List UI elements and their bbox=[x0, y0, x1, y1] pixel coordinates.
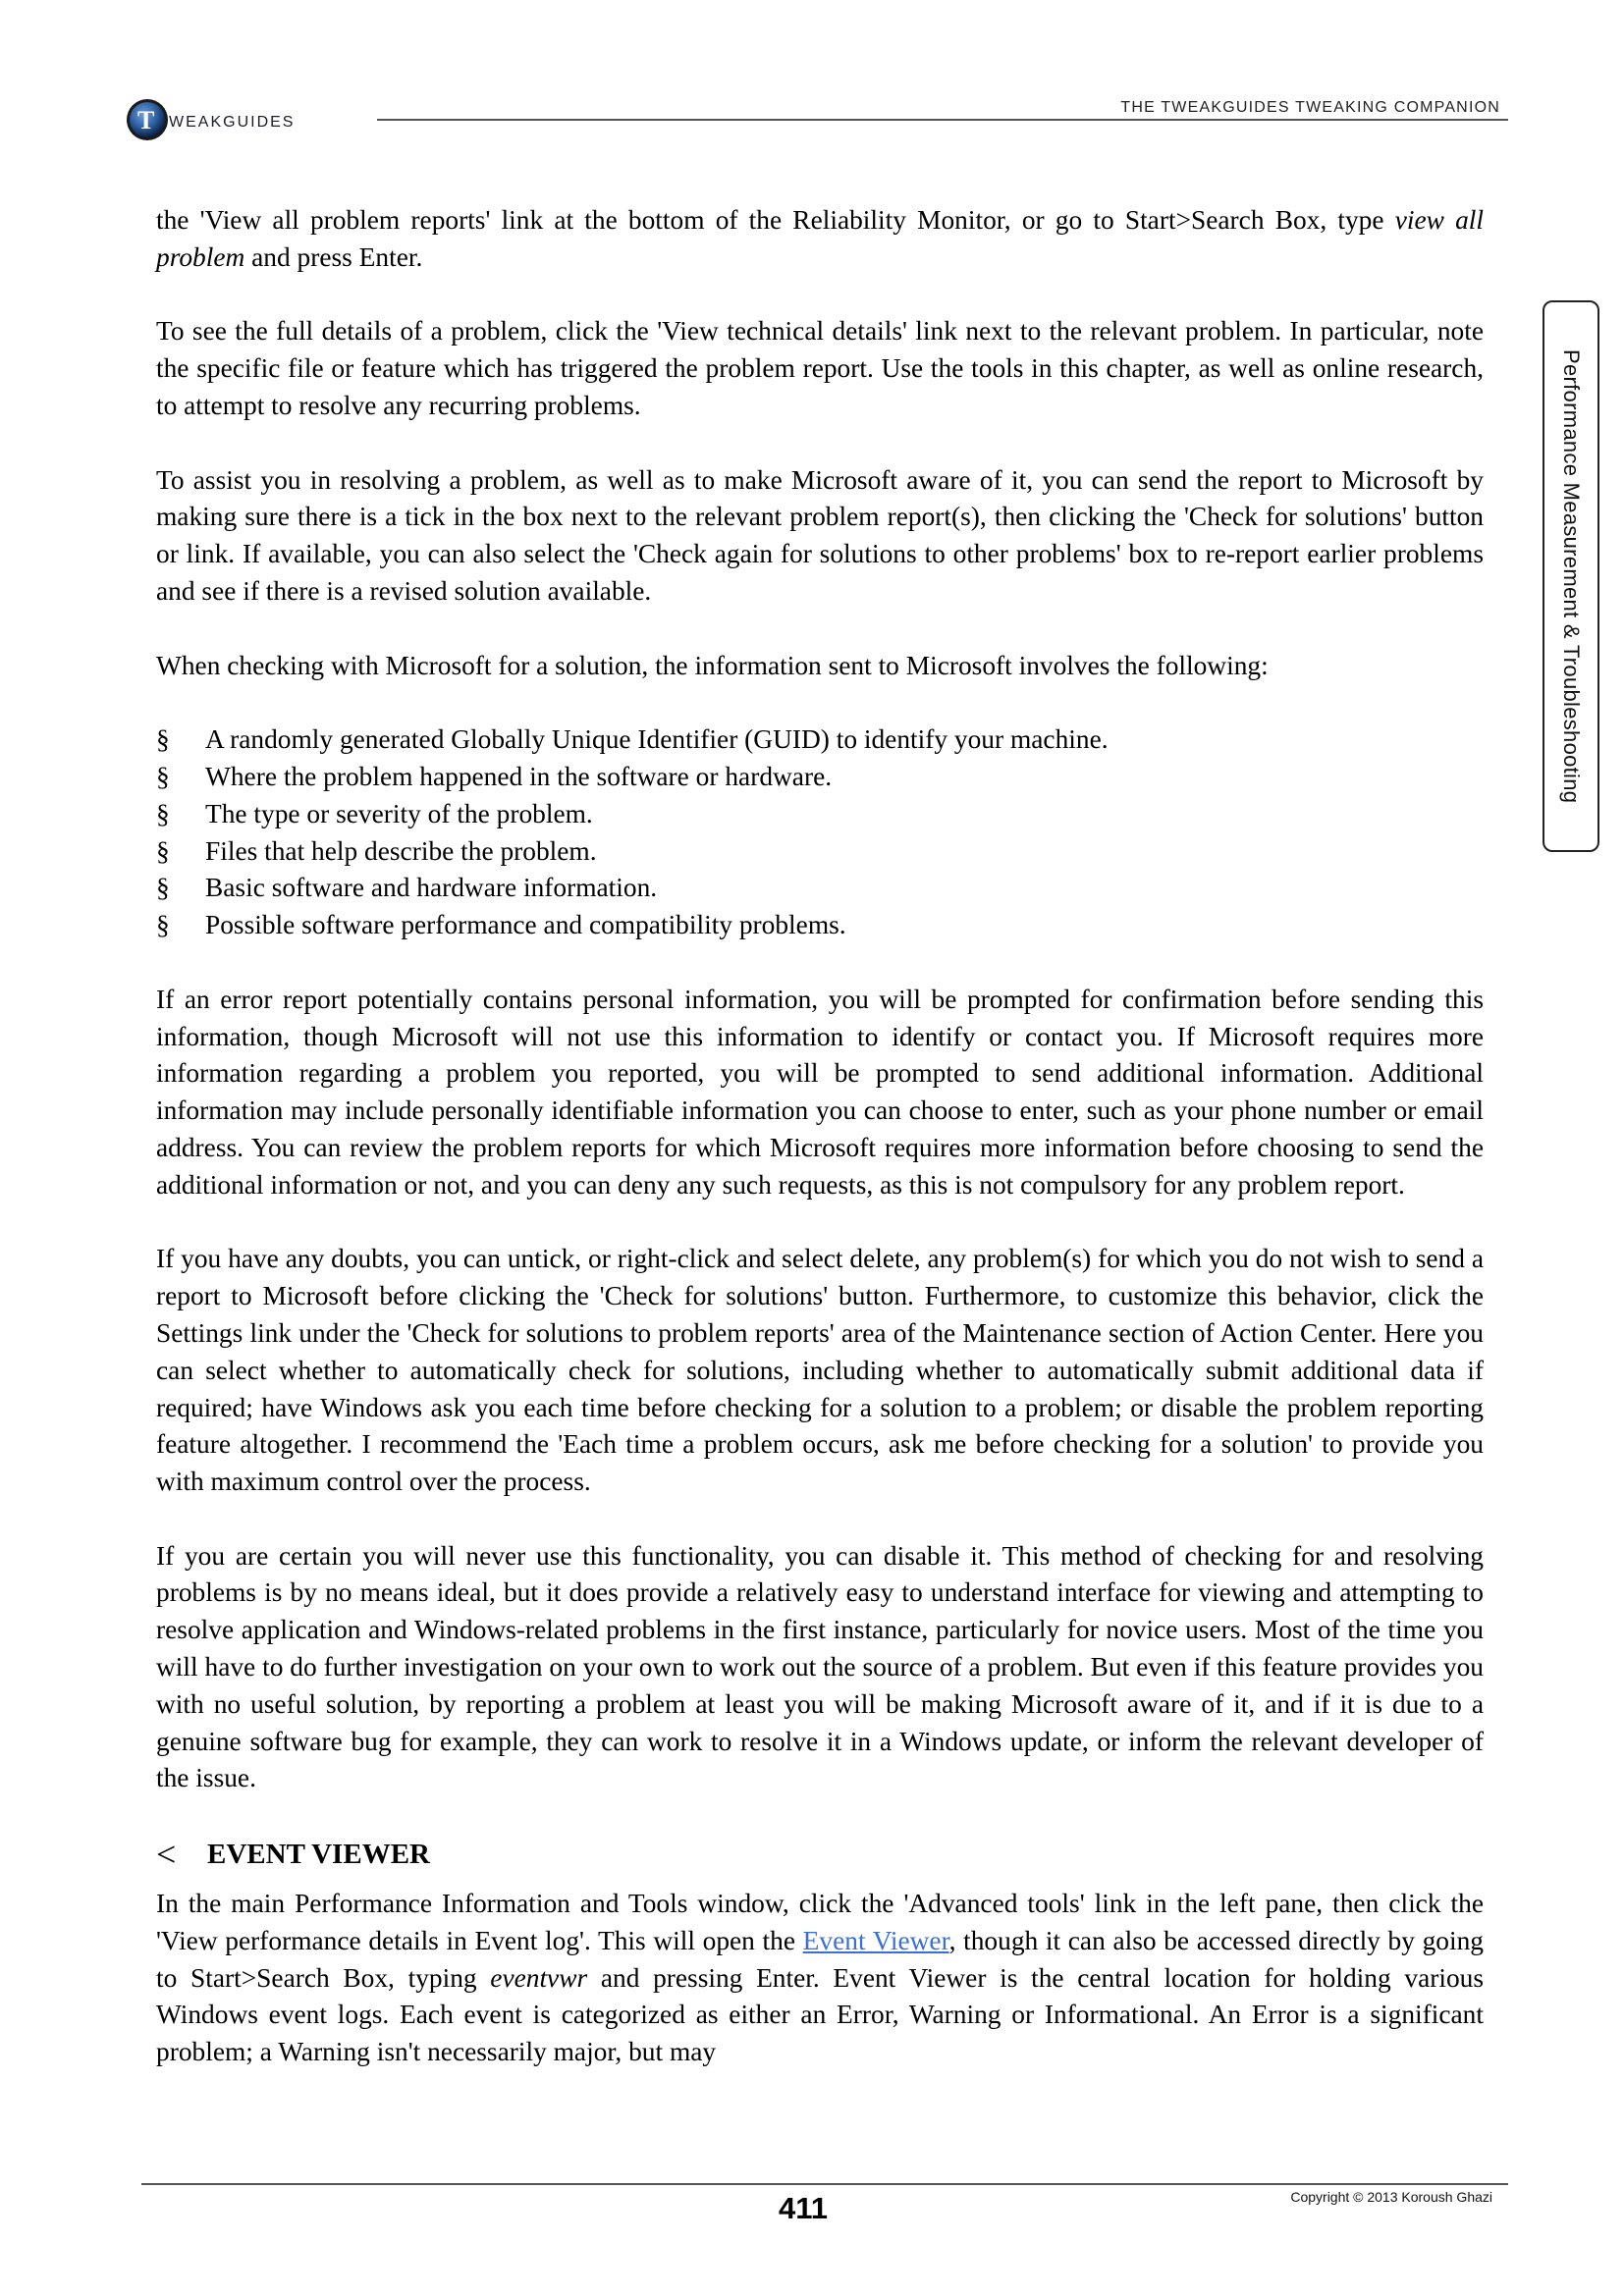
bullet-symbol: § bbox=[156, 724, 170, 755]
list-item bbox=[156, 907, 1484, 944]
paragraph-text: and press Enter. bbox=[244, 241, 423, 272]
paragraph-italic-text: view all problem bbox=[156, 205, 1484, 272]
paragraph-technical-details: To see the full details of a problem, click the 'View technical details' link next to the relevant problem. In particular, note the specific file or feature which has triggered the problem report. Use the tools in this chapter, as well as online research, to attempt to resolve any recurring problems. bbox=[156, 316, 1484, 420]
list-item bbox=[156, 759, 1484, 796]
bullet-symbol: § bbox=[156, 835, 170, 866]
paragraph-italic-text: eventvwr bbox=[490, 1962, 588, 1993]
list-item-text: Basic software and hardware information. bbox=[205, 873, 658, 903]
list-item-text: Files that help describe the problem. bbox=[205, 835, 597, 866]
page-content bbox=[156, 202, 1484, 2109]
tweakguides-logo bbox=[124, 96, 359, 143]
information-list bbox=[156, 721, 1484, 944]
paragraph-event-viewer bbox=[156, 1886, 1484, 2071]
header-title: THE TWEAKGUIDES TWEAKING COMPANION bbox=[1120, 99, 1500, 116]
tweakguides-logo-graphic bbox=[124, 96, 359, 143]
paragraph-text: , though it can also be accessed directly by going to Start>Search Box, typing bbox=[156, 1925, 1484, 1993]
paragraph-text: In the main Performance Information and Tools window, click the 'Advanced tools' link in the left pane, then click the 'View performance details in Event log'. This will open the bbox=[156, 1889, 1484, 1955]
list-item-text: The type or severity of the problem. bbox=[205, 798, 593, 828]
paragraph-personal-information: If an error report potentially contains personal information, you will be prompted for confirmation before sending this information, though Microsoft will not use this information to identify or contact you. If Microsoft requires more information regarding a problem you reported, you will be prompted to send additional information. Additional information may include personally identifiable information you can choose to enter, such as your phone number or email address. You can review the problem reports for which Microsoft requires more information before choosing to send the additional information or not, and you can deny any such requests, as this is not compulsory for any problem report. bbox=[156, 984, 1484, 1200]
bullet-symbol: § bbox=[156, 910, 170, 940]
paragraph-disable-functionality: If you are certain you will never use this functionality, you can disable it. This method of checking for and resolving problems is by no means ideal, but it does provide a relatively easy to understand interface for viewing and attempting to resolve application and Windows-related problems in the first instance, particularly for novice users. Most of the time you will have to do further investigation on your own to work out the source of a problem. But even if this feature provides you with no useful solution, by reporting a problem at least you will be making Microsoft aware of it, and if it is due to a genuine software bug for example, they can work to resolve it in a Windows update, or inform the relevant developer of the issue. bbox=[156, 1540, 1484, 1793]
svg-text:WEAKGUIDES: WEAKGUIDES bbox=[169, 114, 296, 131]
paragraph-problem-reports bbox=[156, 202, 1484, 277]
copyright-notice: Copyright © 2013 Koroush Ghazi bbox=[1290, 2189, 1492, 2205]
event-viewer-link[interactable]: Event Viewer bbox=[802, 1925, 949, 1955]
chapter-side-tab-label: Performance Measurement & Troubleshooting bbox=[1559, 348, 1584, 804]
list-item-text: A randomly generated Globally Unique Identifier (GUID) to identify your machine. bbox=[205, 724, 1109, 755]
bullet-symbol: § bbox=[156, 761, 170, 791]
list-item bbox=[156, 833, 1484, 871]
list-item-text: Possible software performance and compatibility problems. bbox=[205, 910, 846, 940]
paragraph-send-report: To assist you in resolving a problem, as well as to make Microsoft aware of it, you can send the report to Microsoft by making sure there is a tick in the box next to the relevant problem report(s), then clicking the 'Check for solutions' button or link. If available, you can also select the 'Check again for solutions to other problems' box to re-report earlier problems and see if there is a revised solution available. bbox=[156, 464, 1484, 606]
heading-arrow-icon: < bbox=[156, 1835, 177, 1875]
paragraph-text: and pressing Enter. Event Viewer is the central location for holding various Windows event logs. Each event is categorized as either an Error, Warning or Informational. An Error is a significant problem; a Warning isn't necessarily major, but may bbox=[156, 1962, 1485, 2067]
list-item-text: Where the problem happened in the software or hardware. bbox=[205, 761, 833, 791]
paragraph-information-sent: When checking with Microsoft for a solution, the information sent to Microsoft involves the following: bbox=[156, 650, 1269, 680]
footer-divider bbox=[141, 2183, 1508, 2185]
list-item bbox=[156, 721, 1484, 759]
list-item bbox=[156, 796, 1484, 833]
header-divider bbox=[377, 119, 1508, 121]
paragraph-customize-behavior: If you have any doubts, you can untick, or right-click and select delete, any problem(s) for which you do not wish to send a report to Microsoft before clicking the 'Check for solutions' button. Furthermore, to customize this behavior, click the Settings link under the 'Check for solutions to problem reports' area of the Maintenance section of Action Center. Here you can select whether to automatically check for solutions, including whether to automatically submit additional data if required; have Windows ask you each time before checking for a solution to a problem; or disable the problem reporting feature altogether. I recommend the 'Each time a problem occurs, ask me before checking for a solution' to provide you with maximum control over the process. bbox=[156, 1244, 1484, 1497]
svg-text:T: T bbox=[137, 106, 155, 134]
page-number: 411 bbox=[778, 2191, 828, 2225]
section-heading-event-viewer bbox=[156, 1835, 1484, 1874]
bullet-symbol: § bbox=[156, 873, 170, 903]
list-item bbox=[156, 870, 1484, 907]
bullet-symbol: § bbox=[156, 798, 170, 828]
section-heading-text: EVENT VIEWER bbox=[207, 1839, 430, 1871]
chapter-side-tab bbox=[1543, 300, 1599, 852]
paragraph-text: the 'View all problem reports' link at the bottom of the Reliability Monitor, or go to Start>Search Box, type bbox=[156, 205, 1395, 235]
